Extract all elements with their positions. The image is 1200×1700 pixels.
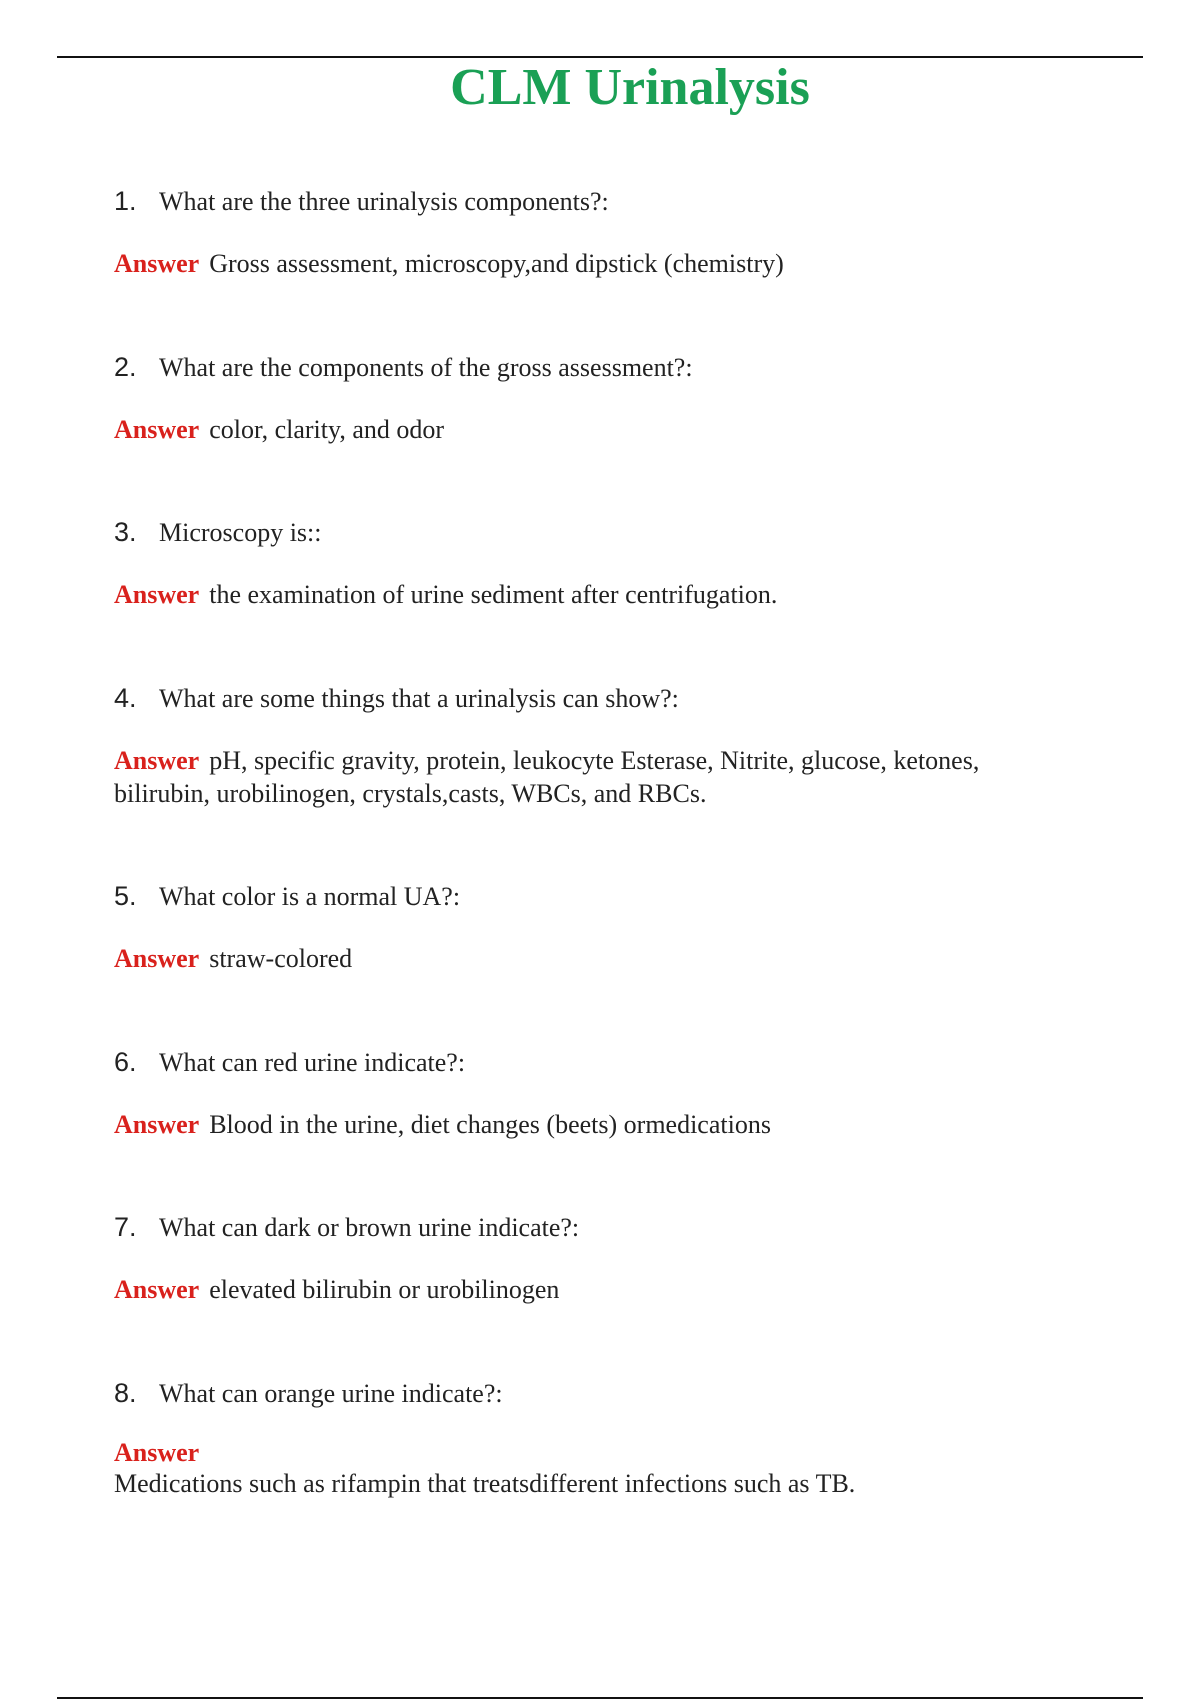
document-title: CLM Urinalysis [450,59,810,116]
answer-label-2: Answer [114,415,200,444]
qa-item-3 [114,515,1074,611]
question-7 [114,1210,1074,1245]
question-text-1: What are the three urinalysis components?: [159,187,609,216]
question-number-4: 4. [114,683,137,713]
question-number-6: 6. [114,1047,137,1077]
answer-text-8: Medications such as rifampin that treatsdifferent infections such as TB. [114,1469,856,1498]
qa-item-4 [114,681,1074,810]
answer-text-4: pH, specific gravity, protein, leukocyte Esterase, Nitrite, glucose, ketones, bilirubin, urobilinogen, crystals,casts, WBCs, and RBCs. [114,746,980,808]
qa-item-8 [114,1376,1074,1499]
answer-text-3: the examination of urine sediment after centrifugation. [209,580,778,609]
question-text-2: What are the components of the gross assessment?: [159,353,693,382]
qa-item-1 [114,184,1074,280]
answer-label-4: Answer [114,746,200,775]
answer-label-8: Answer [114,1438,200,1467]
question-text-5: What color is a normal UA?: [159,882,461,911]
answer-text-5: straw-colored [209,944,353,973]
answer-2 [114,413,1074,446]
question-6 [114,1045,1074,1080]
question-4 [114,681,1074,716]
question-number-1: 1. [114,186,137,216]
question-1 [114,184,1074,219]
bottom-rule [57,1697,1143,1699]
answer-label-1: Answer [114,249,200,278]
answer-label-5: Answer [114,944,200,973]
answer-text-1: Gross assessment, microscopy,and dipstick (chemistry) [209,249,784,278]
question-5 [114,879,1074,914]
answer-8 [114,1437,1074,1499]
question-number-3: 3. [114,517,137,547]
answer-4 [114,744,1074,810]
question-text-4: What are some things that a urinalysis can show?: [159,684,679,713]
answer-5 [114,942,1074,975]
question-text-7: What can dark or brown urine indicate?: [159,1213,580,1242]
answer-3 [114,578,1074,611]
question-number-2: 2. [114,352,137,382]
answer-7 [114,1273,1074,1306]
answer-label-7: Answer [114,1275,200,1304]
question-3 [114,515,1074,550]
answer-label-6: Answer [114,1110,200,1139]
answer-text-7: elevated bilirubin or urobilinogen [209,1275,560,1304]
question-number-7: 7. [114,1212,137,1242]
question-8 [114,1376,1074,1411]
question-text-3: Microscopy is:: [159,518,322,547]
qa-item-7 [114,1210,1074,1306]
qa-item-6 [114,1045,1074,1141]
answer-label-3: Answer [114,580,200,609]
answer-1 [114,247,1074,280]
answer-text-2: color, clarity, and odor [209,415,445,444]
question-2 [114,350,1074,385]
qa-item-2 [114,350,1074,446]
question-text-8: What can orange urine indicate?: [159,1379,503,1408]
answer-6 [114,1108,1074,1141]
question-number-8: 8. [114,1378,137,1408]
answer-text-6: Blood in the urine, diet changes (beets) ormedications [209,1110,771,1139]
question-text-6: What can red urine indicate?: [159,1048,466,1077]
qa-item-5 [114,879,1074,975]
question-number-5: 5. [114,881,137,911]
